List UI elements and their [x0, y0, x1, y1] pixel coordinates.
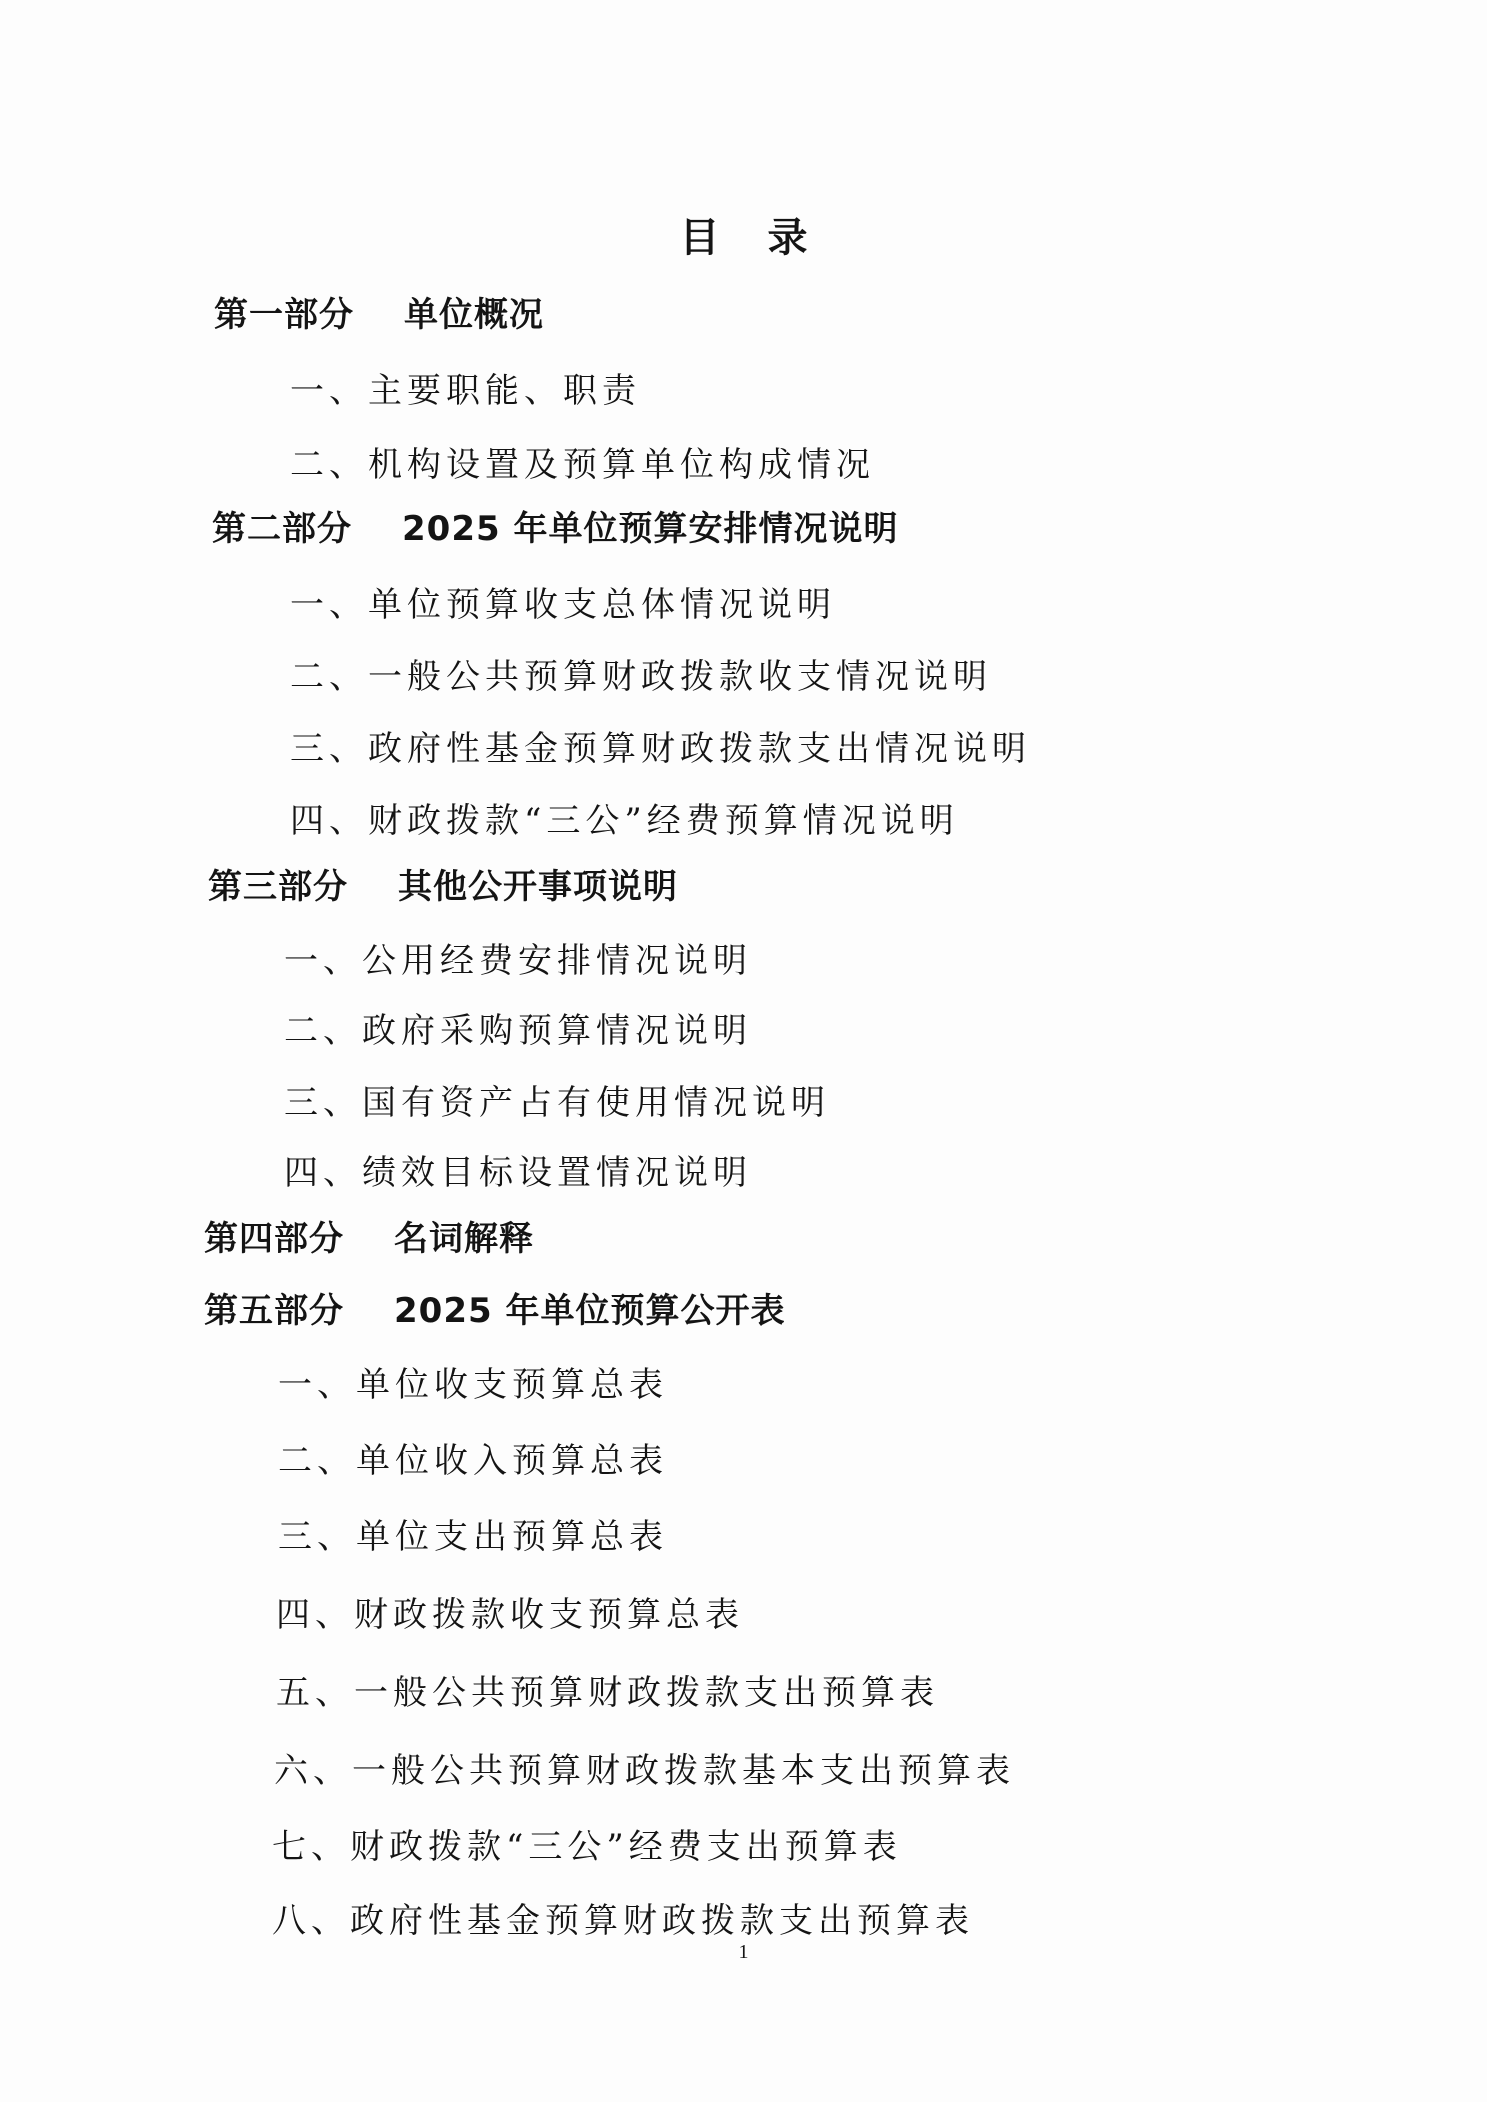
part-3-title: 其他公开事项说明 [398, 867, 678, 907]
toc-item: 一、公用经费安排情况说明 [284, 941, 752, 981]
part-4-label: 第四部分 [204, 1219, 344, 1259]
part-2-label: 第二部分 [212, 509, 352, 549]
part-1-label: 第一部分 [214, 295, 354, 335]
part-1-heading [214, 290, 544, 340]
toc-item: 三、单位支出预算总表 [278, 1517, 668, 1557]
part-2-title: 2025 年单位预算安排情况说明 [402, 509, 899, 549]
toc-title: 目录 [679, 215, 856, 261]
part-4-heading [204, 1214, 534, 1264]
toc-item: 五、一般公共预算财政拨款支出预算表 [276, 1673, 939, 1713]
page-number: 1 [738, 1941, 749, 1963]
part-2-heading [212, 504, 898, 554]
toc-item: 四、绩效目标设置情况说明 [284, 1153, 752, 1193]
part-5-label: 第五部分 [204, 1291, 344, 1331]
toc-item: 一、单位预算收支总体情况说明 [290, 585, 836, 625]
toc-item: 二、政府采购预算情况说明 [284, 1011, 752, 1051]
toc-item: 七、财政拨款“三公”经费支出预算表 [272, 1827, 902, 1867]
toc-item: 三、政府性基金预算财政拨款支出情况说明 [290, 729, 1031, 769]
part-3-heading [208, 862, 678, 912]
toc-item: 四、财政拨款收支预算总表 [276, 1595, 744, 1635]
toc-item: 二、机构设置及预算单位构成情况 [290, 445, 875, 485]
toc-item: 三、国有资产占有使用情况说明 [284, 1083, 830, 1123]
toc-item: 八、政府性基金预算财政拨款支出预算表 [272, 1901, 974, 1941]
toc-item: 二、一般公共预算财政拨款收支情况说明 [290, 657, 992, 697]
part-4-title: 名词解释 [394, 1219, 534, 1259]
toc-item: 一、主要职能、职责 [290, 371, 641, 411]
part-5-title: 2025 年单位预算公开表 [394, 1291, 786, 1331]
toc-item: 六、一般公共预算财政拨款基本支出预算表 [274, 1751, 1015, 1791]
toc-item: 四、财政拨款“三公”经费预算情况说明 [290, 801, 959, 841]
part-1-title: 单位概况 [404, 295, 544, 335]
part-5-heading [204, 1286, 785, 1336]
part-3-label: 第三部分 [208, 867, 348, 907]
toc-item: 二、单位收入预算总表 [278, 1441, 668, 1481]
toc-item: 一、单位收支预算总表 [278, 1365, 668, 1405]
